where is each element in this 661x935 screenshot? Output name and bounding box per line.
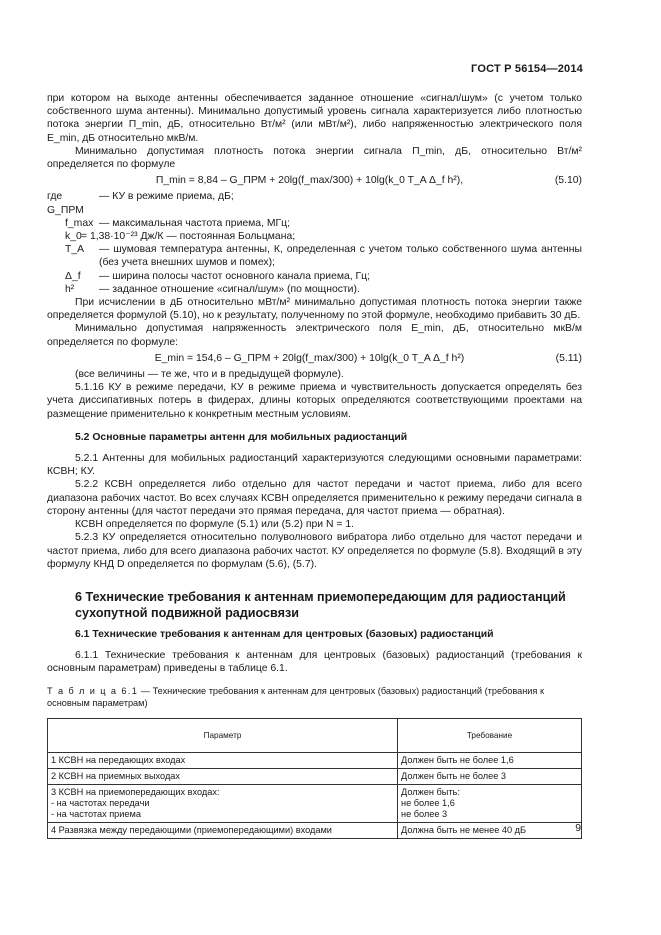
where-text: — шумовая температура антенны, К, определенная с учетом только собственного шума антенны (без учета внешних шумов и помех); [99,244,582,269]
paragraph-mw-note: При исчислении в дБ относительно мВт/м² минимально допустимая плотность потока энергии также определяется формулой (5.10), но к результату, полученному по этой формуле, необходимо прибавить 30 дБ. [47,297,582,322]
formula-number: (5.10) [554,175,582,187]
paragraph-5-1-16: 5.1.16 КУ в режиме передачи, КУ в режиме приема и чувствительность допускается определять без учета диссипативных потерь в фидерах, длины которых определяются соответствующими проектами на размещение применительно к конкретным местным условиям. [47,382,582,420]
where-text: — заданное отношение «сигнал/шум» (по мощности). [99,283,360,295]
table-cell: Должен быть не более 1,6 [398,752,582,768]
where-symbol: f_max [65,217,94,229]
where-text: = 1,38·10⁻²³ Дж/К — постоянная Больцмана; [81,231,296,243]
section-heading-5-2: 5.2 Основные параметры антенн для мобильных радиостанций [75,431,408,443]
section-heading-6-1: 6.1 Технические требования к антеннам для центровых (базовых) радиостанций [75,628,494,640]
table-row [48,784,582,822]
table-cell: 1 КСВН на передающих входах [48,752,398,768]
column-header-requirement: Требование [398,718,582,752]
paragraph-5-2-1: 5.2.1 Антенны для мобильных радиостанций характеризуются следующими основными параметрами: КСВН; КУ. [47,453,582,478]
paragraph-6-1-1: 6.1.1 Технические требования к антеннам для центровых (базовых) радиостанций (требования к основным параметрам) приведены в таблице 6.1. [47,650,582,675]
where-symbol: Δ_f [65,270,81,282]
column-header-parameter: Параметр [48,718,398,752]
where-item [47,230,582,243]
table-cell: 4 Развязка между передающими (приемопередающими) входами [48,822,398,838]
table-cell: Должен быть: не более 1,6 не более 3 [398,784,582,822]
table-cell: 2 КСВН на приемных выходах [48,768,398,784]
paragraph-intro: при котором на выходе антенны обеспечивается заданное отношение «сигнал/шум» (с учетом только собственного шума антенны). Минимально допустимый уровень сигнала характеризуется либо плотностью потока энергии Π_min, дБ, относительно Вт/м² (или мВт/м²), либо напряженностью электрического поля E_min, дБ относительно мкВ/м. [47,93,582,144]
paragraph-vswr-formula: КСВН определяется по формуле (5.1) или (5.2) при N = 1. [75,519,354,531]
page-number: 9 [575,823,581,834]
formula-number: (5.11) [555,352,582,364]
formula-5-10 [47,174,582,187]
table-row [48,768,582,784]
where-symbol: h² [65,283,75,295]
paragraph-5-2-3: 5.2.3 КУ определяется относительно полуволнового вибратора либо отдельно для частот передачи и частот приема, либо для всего диапазона рабочих частот. КУ определяется по формуле (5.8). Входящий в эту формулу КНД D определяется по формулам (5.6), (5.7). [47,532,582,570]
table-cell: Должна быть не менее 40 дБ [398,822,582,838]
table-row [48,752,582,768]
table-header-row [48,718,582,752]
where-item [47,190,582,216]
where-item [47,243,582,269]
where-text: — ширина полосы частот основного канала приема, Гц; [99,270,371,282]
paragraph-5-2-2: 5.2.2 КСВН определяется либо отдельно для частот передачи и частот приема, либо для всего диапазона рабочих частот. Во всех случаях КСВН определяется применительно к режиму передачи сигнала в сторону антенны (для частот передачи это прямая передача, для частот приема — обратная). [47,479,582,517]
where-symbol: где G_ПРМ [47,191,84,216]
where-list [47,190,582,296]
table-caption [47,685,582,709]
standard-header: ГОСТ Р 56154—2014 [471,63,583,75]
paragraph-field-strength: Минимально допустимая напряженность электрического поля E_min, дБ, относительно мкВ/м определяется по формуле: [47,323,582,348]
where-item [47,270,582,283]
formula-5-11 [47,352,582,365]
where-item [47,217,582,230]
paragraph-all-values: (все величины — те же, что и в предыдущей формуле). [75,369,344,381]
where-text: — КУ в режиме приема, дБ; [99,191,234,203]
document-body [47,92,582,839]
where-symbol: T_A [65,244,85,256]
section-heading-6: 6 Технические требования к антеннам приемопередающим для радиостанций сухопутной подвижной радиосвязи [75,589,566,620]
requirements-table [47,718,582,839]
table-cell: 3 КСВН на приемопередающих входах: - на частотах передачи - на частотах приема [48,784,398,822]
where-item [47,283,582,296]
formula-expression: E_min = 154,6 – G_ПРМ + 20lg(f_max/300) + 10lg(k_0 T_A Δ_f h²) [154,352,465,364]
formula-expression: Π_min = 8,84 – G_ПРМ + 20lg(f_max/300) + 10lg(k_0 T_A Δ_f h²), [155,175,464,187]
where-text: — максимальная частота приема, МГц; [99,217,290,229]
where-symbol: k_0 [65,231,82,243]
table-row [48,822,582,838]
paragraph-flux-density: Минимально допустимая плотность потока энергии сигнала Π_min, дБ, относительно Вт/м² определяется по формуле [47,145,582,171]
table-caption-label: Т а б л и ц а 6.1 [47,685,139,696]
table-cell: Должен быть не более 3 [398,768,582,784]
table-caption-text: — Технические требования к антеннам для центровых (базовых) радиостанций (требования к основным параметрам) [47,685,544,708]
